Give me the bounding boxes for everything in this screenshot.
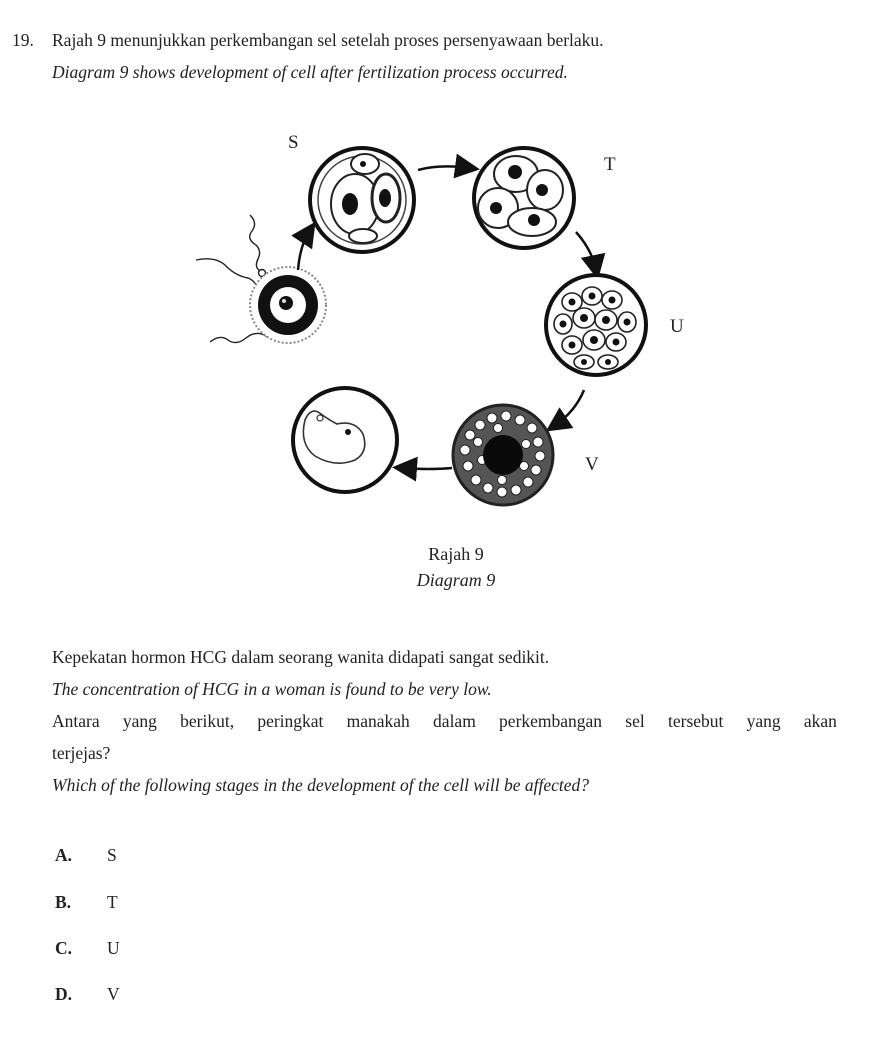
label-t: T: [604, 154, 616, 175]
stage-u-icon: [546, 275, 646, 375]
option-key: B.: [55, 892, 72, 912]
question-number: 19.: [12, 30, 34, 50]
embryo-icon: [293, 388, 397, 492]
stage-s-icon: [310, 148, 414, 252]
option-value: S: [107, 845, 117, 865]
label-v: V: [585, 454, 599, 475]
option-key: C.: [55, 938, 73, 958]
diagram-illustration: [180, 120, 700, 520]
body-line-malay-3: terjejas?: [52, 743, 111, 763]
body-line-malay-2: [52, 711, 837, 732]
fertilized-egg-icon: [250, 267, 326, 343]
option-key: D.: [55, 984, 73, 1004]
question-stem-malay: Rajah 9 menunjukkan perkembangan sel setelah proses persenyawaan berlaku.: [52, 30, 604, 50]
body-line-malay-1: Kepekatan hormon HCG dalam seorang wanita didapati sangat sedikit.: [52, 647, 550, 667]
stage-t-icon: [474, 148, 574, 248]
diagram-caption-malay: Rajah 9: [428, 544, 484, 564]
label-u: U: [670, 316, 684, 337]
option-key: A.: [55, 845, 73, 865]
body-line-english-1: The concentration of HCG in a woman is found to be very low.: [52, 679, 492, 699]
word: yang: [746, 711, 781, 731]
option-value: T: [107, 892, 118, 912]
option-b[interactable]: [55, 892, 118, 913]
cell-development-diagram: [180, 120, 700, 520]
word: perkembangan: [499, 711, 603, 731]
diagram-caption-english: Diagram 9: [416, 570, 496, 590]
option-value: V: [107, 984, 120, 1004]
option-c[interactable]: [55, 938, 120, 959]
body-line-english-2: Which of the following stages in the development of the cell will be affected?: [52, 775, 590, 795]
label-s: S: [288, 132, 299, 153]
word: manakah: [346, 711, 410, 731]
word: Antara: [52, 711, 100, 731]
word: berikut,: [180, 711, 235, 731]
option-value: U: [107, 938, 120, 958]
word: sel: [625, 711, 645, 731]
word: tersebut: [667, 711, 724, 731]
option-a[interactable]: [55, 845, 117, 866]
word: peringkat: [257, 711, 324, 731]
question-stem-english: Diagram 9 shows development of cell after fertilization process occurred.: [52, 62, 568, 82]
word: yang: [122, 711, 157, 731]
word: akan: [803, 711, 837, 731]
stage-v-icon: [453, 405, 553, 505]
option-d[interactable]: [55, 984, 120, 1005]
word: dalam: [433, 711, 476, 731]
